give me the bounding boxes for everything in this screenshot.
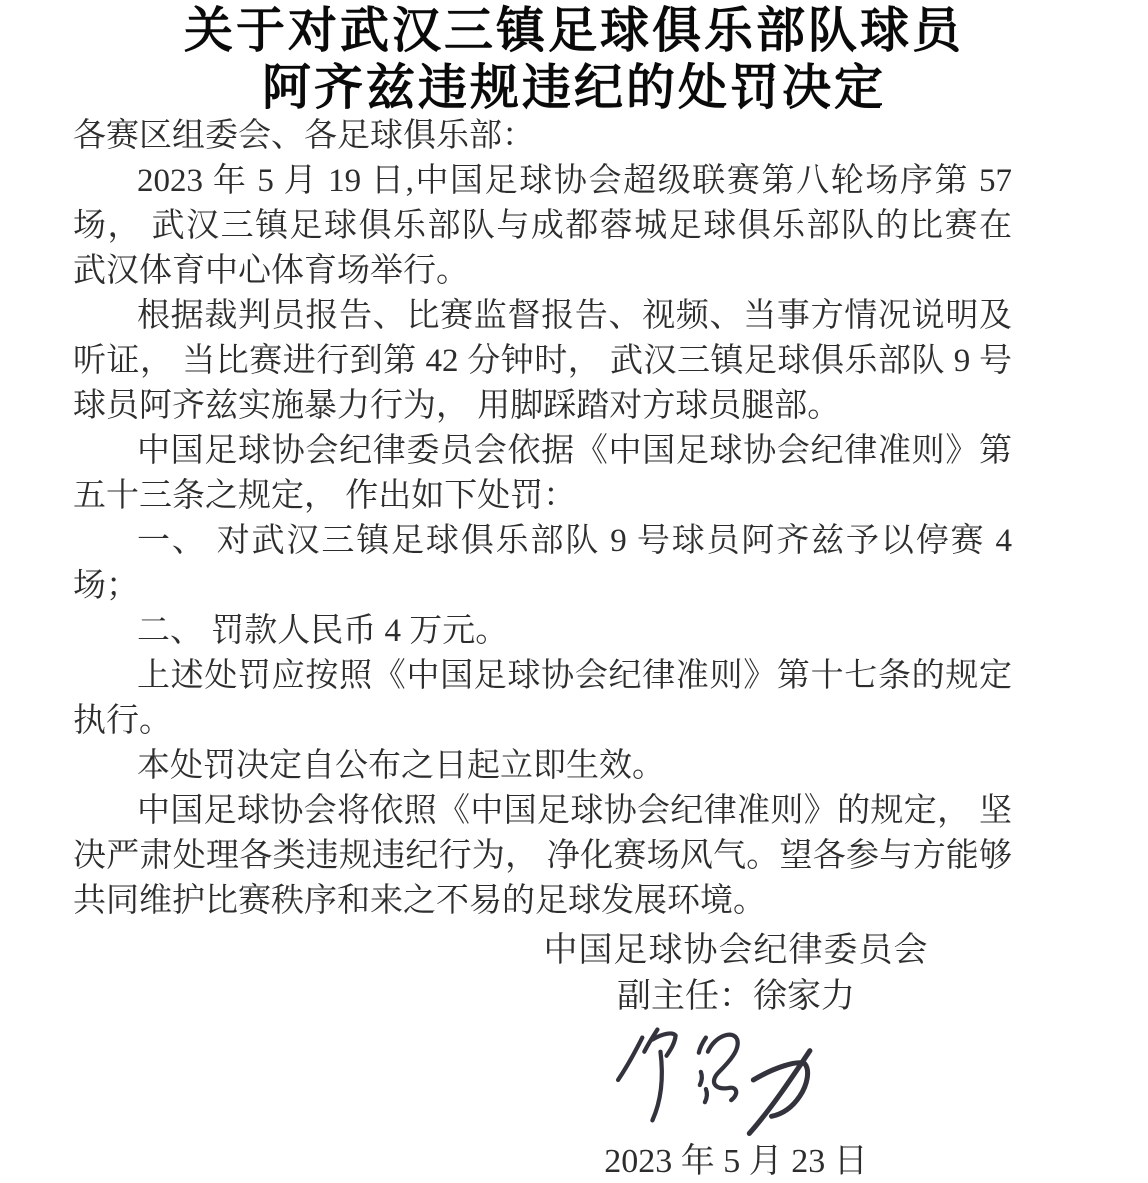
handwritten-signature: [610, 1024, 822, 1142]
body-line-4: 武汉体育中心体育场举行。: [73, 253, 469, 289]
body-line-10: 一、 对武汉三镇足球俱乐部队 9 号球员阿齐兹予以停赛 4: [137, 523, 1012, 559]
body-line-6: 听证， 当比赛进行到第 42 分钟时， 武汉三镇足球俱乐部队 9 号: [73, 343, 1012, 379]
body-line-15: 本处罚决定自公布之日起立即生效。: [137, 748, 665, 784]
signer-title: 副主任：徐家力: [617, 978, 855, 1015]
body-line-1: 各赛区组委会、各足球俱乐部：: [73, 118, 535, 154]
issuing-org: 中国足球协会纪律委员会: [543, 932, 929, 969]
body-line-16: 中国足球协会将依照《中国足球协会纪律准则》的规定， 坚: [137, 793, 1012, 829]
signature-ink-icon: [610, 1024, 822, 1142]
title-line-2: 阿齐兹违规违纪的处罚决定: [261, 60, 886, 115]
document-title: [0, 0, 1148, 116]
body-line-9: 五十三条之规定， 作出如下处罚：: [73, 478, 577, 514]
body-line-12: 二、 罚款人民币 4 万元。: [137, 613, 509, 649]
body-line-18: 共同维护比赛秩序和来之不易的足球发展环境。: [73, 883, 766, 919]
issue-date: 2023 年 5 月 23 日: [604, 1143, 868, 1180]
body-line-7: 球员阿齐兹实施暴力行为， 用脚踩踏对方球员腿部。: [73, 388, 841, 424]
body-line-13: 上述处罚应按照《中国足球协会纪律准则》第十七条的规定: [137, 658, 1012, 694]
body-line-3: 场， 武汉三镇足球俱乐部队与成都蓉城足球俱乐部队的比赛在: [73, 208, 1012, 244]
title-line-1: 关于对武汉三镇足球俱乐部队球员: [183, 3, 964, 58]
body-line-8: 中国足球协会纪律委员会依据《中国足球协会纪律准则》第: [137, 433, 1012, 469]
body-line-11: 场；: [73, 568, 139, 604]
body-text: [73, 114, 1012, 924]
body-line-5: 根据裁判员报告、比赛监督报告、视频、当事方情况说明及: [137, 298, 1012, 334]
body-line-2: 2023 年 5 月 19 日,中国足球协会超级联赛第八轮场序第 57: [137, 163, 1012, 199]
body-line-17: 决严肃处理各类违规违纪行为， 净化赛场风气。望各参与方能够: [73, 838, 1012, 874]
sign-off-block: [456, 928, 1016, 1182]
body-line-14: 执行。: [73, 703, 172, 739]
